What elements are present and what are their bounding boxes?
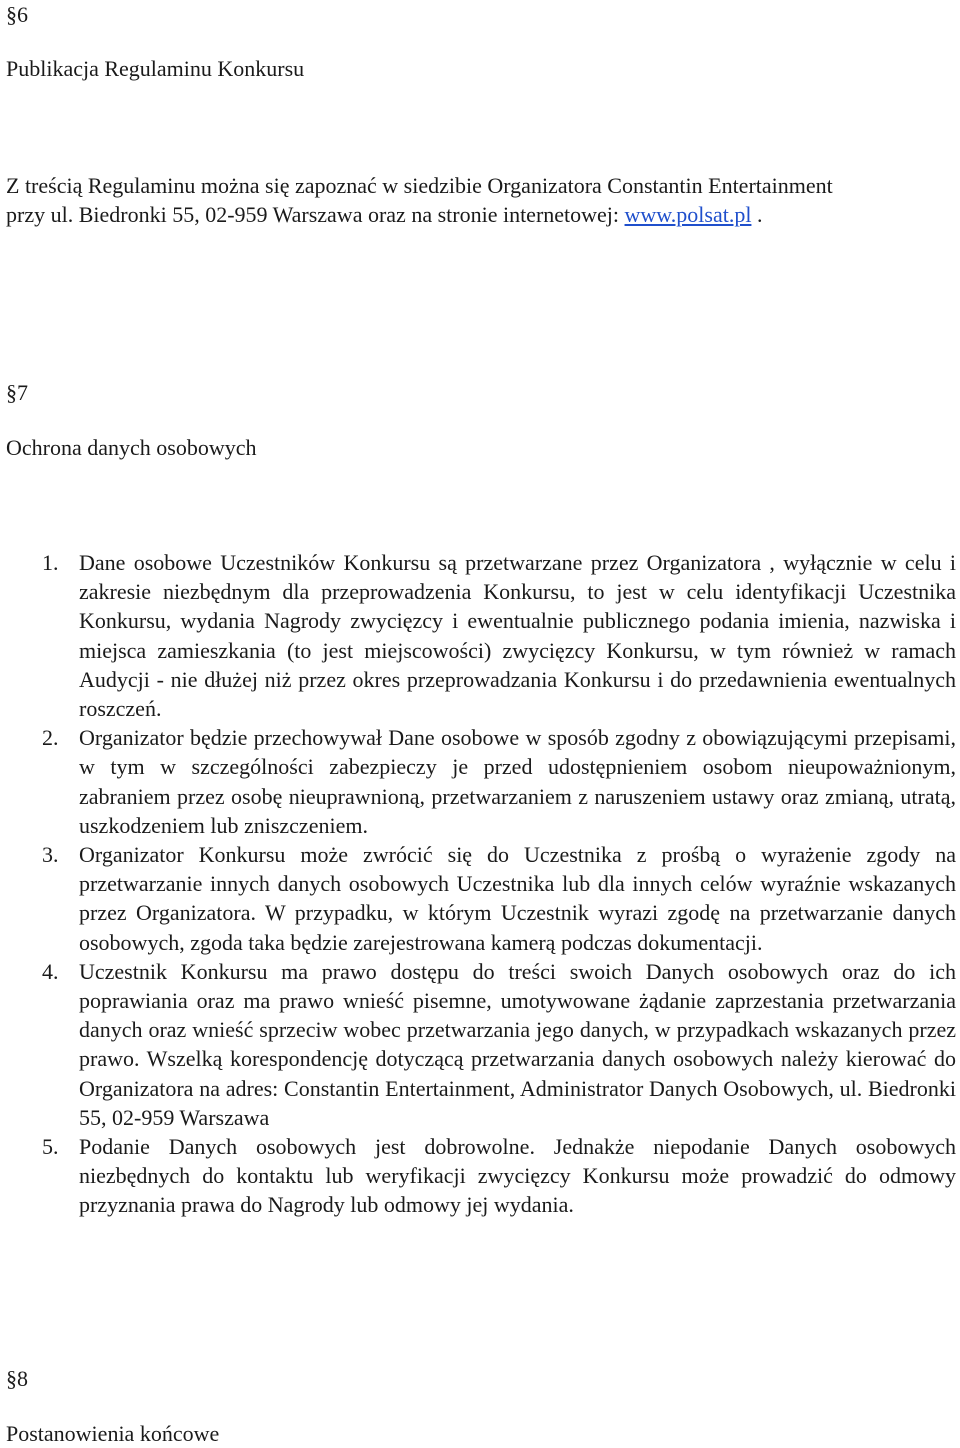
list-item bbox=[42, 957, 956, 1132]
list-item bbox=[42, 840, 956, 957]
list-item-number: 2. bbox=[42, 725, 59, 751]
data-protection-list bbox=[42, 548, 956, 1220]
website-link[interactable]: www.polsat.pl bbox=[624, 202, 752, 228]
section-6-paragraph bbox=[6, 171, 956, 229]
list-item-text: Organizator będzie przechowywał Dane osobowe w sposób zgodny z obowiązującymi przepisami, w tym w szczególności zabezpieczy je przed udostępnieniem osobom nieupoważnionym, zabraniem przez osobę nieuprawnioną, przetwarzaniem z naruszeniem ustawy oraz zmianą, utratą, uszkodzeniem lub zniszczeniem. bbox=[79, 725, 956, 838]
paragraph-text: przy ul. Biedronki 55, 02-959 Warszawa oraz na stronie internetowej: bbox=[6, 202, 625, 228]
section-7-title: Ochrona danych osobowych bbox=[6, 435, 257, 460]
list-item-number: 4. bbox=[42, 958, 59, 984]
list-item-number: 1. bbox=[42, 550, 59, 575]
list-item-text: Dane osobowe Uczestników Konkursu są przetwarzane przez Organizatora , wyłącznie w celu i zakresie niezbędnym dla przeprowadzenia Konkursu, to jest w celu identyfikacji Uczestnika Konkursu, wydania Nagrody zwycięzcy i ewentualnie publicznego podania imienia, nazwiska i miejsca zamieszkania (to jest miejscowości) zwycięzcy Konkursu, w tym również w ramach Audycji - nie dłużej niż przez okres przeprowadzania Konkursu i do przedawnienia ewentualnych roszczeń. bbox=[79, 550, 956, 722]
paragraph-text: . bbox=[751, 202, 763, 228]
paragraph-line: Z treścią Regulaminu można się zapoznać w siedzibie Organizatora Constantin Entertainment bbox=[6, 173, 833, 198]
list-item bbox=[42, 548, 956, 723]
list-item bbox=[42, 723, 956, 840]
list-item-number: 3. bbox=[42, 842, 59, 868]
section-6-title: Publikacja Regulaminu Konkursu bbox=[6, 56, 305, 81]
section-6-number: §6 bbox=[6, 2, 28, 27]
section-7-number: §7 bbox=[6, 380, 28, 405]
list-item-text: Podanie Danych osobowych jest dobrowolne. Jednakże niepodanie Danych osobowych niezbędnych do kontaktu lub weryfikacji zwycięzcy Konkursu może prowadzić do odmowy przyznania prawa do Nagrody lub odmowy jej wydania. bbox=[79, 1134, 956, 1218]
list-item bbox=[42, 1132, 956, 1220]
list-item-text: Uczestnik Konkursu ma prawo dostępu do treści swoich Danych osobowych oraz do ich poprawiania oraz ma prawo wnieść pisemne, umotywowane żądanie zaprzestania przetwarzania danych oraz wnieść sprzeciw wobec przetwarzania jego danych, w przypadkach wskazanych przez prawo. Wszelką korespondencję dotyczącą przetwarzania danych osobowych należy kierować do Organizatora na adres: Constantin Entertainment, Administrator Danych Osobowych, ul. Biedronki 55, 02-959 Warszawa bbox=[79, 958, 956, 1130]
paragraph-line bbox=[6, 200, 956, 229]
section-8-title: Postanowienia końcowe bbox=[6, 1421, 220, 1446]
section-8-number: §8 bbox=[6, 1366, 28, 1391]
list-item-number: 5. bbox=[42, 1134, 59, 1160]
list-item-text: Organizator Konkursu może zwrócić się do Uczestnika z prośbą o wyrażenie zgody na przetwarzanie innych danych osobowych Uczestnika lub dla innych celów wyraźnie wskazanych przez Organizatora. W przypadku, w którym Uczestnik wyrazi zgodę na przetwarzanie danych osobowych, zgoda taka będzie zarejestrowana kamerą podczas dokumentacji. bbox=[79, 842, 956, 955]
